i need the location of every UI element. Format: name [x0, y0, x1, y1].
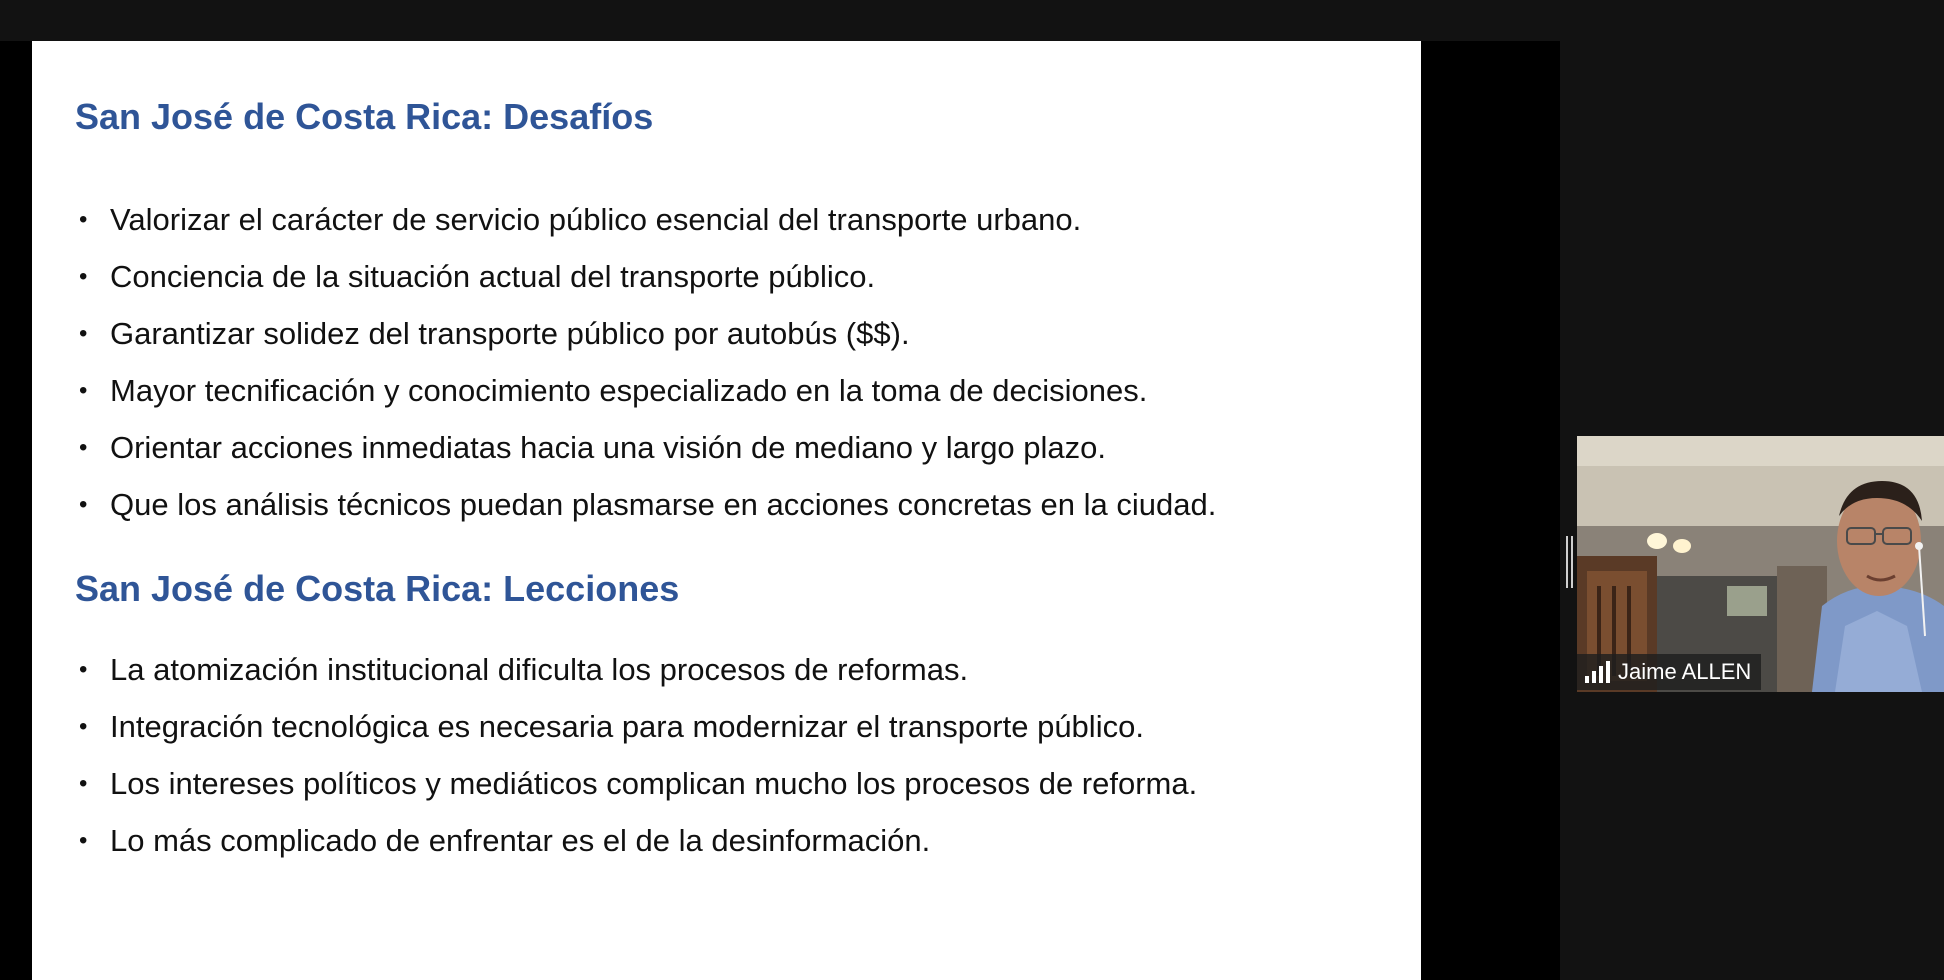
bullet-icon: •: [79, 377, 88, 404]
list-item: [75, 362, 1216, 419]
bullet-icon: •: [79, 713, 88, 740]
list-item-text: Valorizar el carácter de servicio público esencial del transporte urbano.: [110, 202, 1082, 237]
challenges-list: [75, 191, 1216, 533]
bullet-icon: •: [79, 263, 88, 290]
list-item: [75, 641, 1197, 698]
list-item: [75, 812, 1197, 869]
list-item-text: Garantizar solidez del transporte público por autobús ($$).: [110, 316, 910, 351]
list-item-text: Que los análisis técnicos puedan plasmarse en acciones concretas en la ciudad.: [110, 487, 1217, 522]
presentation-slide: [32, 41, 1421, 980]
lessons-list: [75, 641, 1197, 869]
list-item-text: La atomización institucional dificulta los procesos de reformas.: [110, 652, 969, 687]
bullet-icon: •: [79, 320, 88, 347]
list-item: [75, 419, 1216, 476]
participant-video-tile[interactable]: [1577, 436, 1944, 692]
challenges-heading: San José de Costa Rica: Desafíos: [75, 96, 654, 137]
list-item-text: Lo más complicado de enfrentar es el de la desinformación.: [110, 823, 931, 858]
panel-resize-handle[interactable]: [1566, 536, 1573, 588]
list-item-text: Orientar acciones inmediatas hacia una visión de mediano y largo plazo.: [110, 430, 1107, 465]
list-item: [75, 476, 1216, 533]
bullet-icon: •: [79, 206, 88, 233]
lessons-heading: San José de Costa Rica: Lecciones: [75, 568, 680, 609]
list-item-text: Mayor tecnificación y conocimiento especializado en la toma de decisiones.: [110, 373, 1148, 408]
bullet-icon: •: [79, 656, 88, 683]
list-item: [75, 191, 1216, 248]
list-item: [75, 248, 1216, 305]
list-item-text: Integración tecnológica es necesaria para modernizar el transporte público.: [110, 709, 1144, 744]
bullet-icon: •: [79, 827, 88, 854]
participant-name-tag: [1577, 654, 1761, 690]
bullet-icon: •: [79, 491, 88, 518]
list-item: [75, 698, 1197, 755]
list-item-text: Los intereses políticos y mediáticos complican mucho los procesos de reforma.: [110, 766, 1198, 801]
list-item: [75, 305, 1216, 362]
signal-bars-icon: [1585, 661, 1610, 683]
participant-name: Jaime ALLEN: [1618, 659, 1752, 684]
bullet-icon: •: [79, 770, 88, 797]
bullet-icon: •: [79, 434, 88, 461]
screen-share-area: [0, 41, 1560, 980]
list-item-text: Conciencia de la situación actual del transporte público.: [110, 259, 876, 294]
list-item: [75, 755, 1197, 812]
